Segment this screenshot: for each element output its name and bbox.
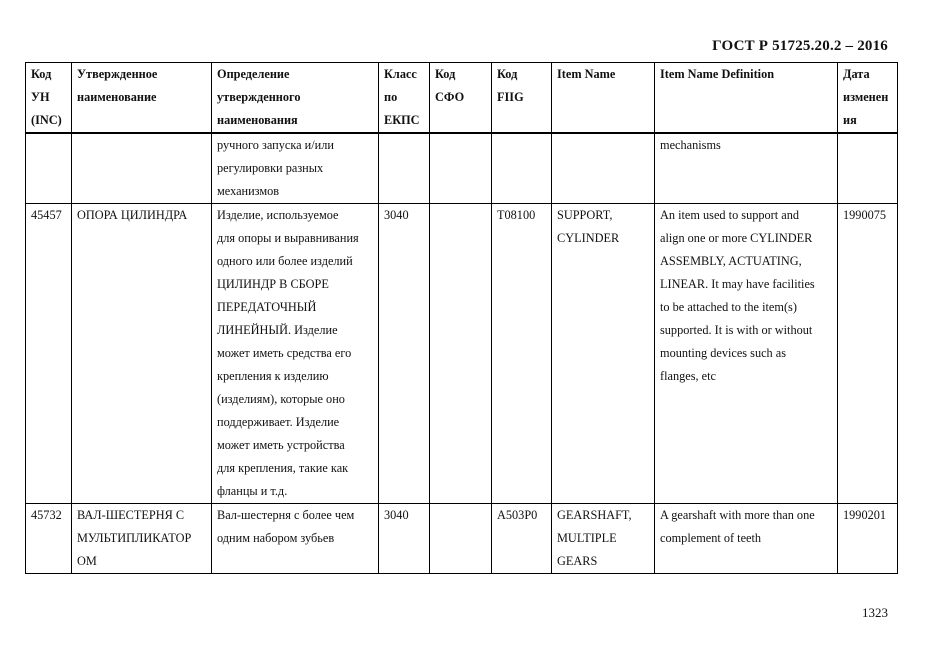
cell-text-line: GEARS bbox=[557, 554, 598, 568]
cell-approved-name bbox=[72, 204, 212, 504]
document-title: ГОСТ Р 51725.20.2 – 2016 bbox=[712, 38, 888, 54]
column-header bbox=[26, 63, 72, 134]
column-header bbox=[430, 63, 492, 134]
cell-text-line: 45732 bbox=[31, 508, 62, 522]
column-header-line: изменен bbox=[843, 90, 889, 104]
cell-text-line: to be attached to the item(s) bbox=[660, 300, 797, 314]
cell-item-definition bbox=[655, 504, 838, 574]
cell-class bbox=[379, 204, 430, 504]
column-header bbox=[72, 63, 212, 134]
column-header-line: Утвержденное bbox=[77, 67, 158, 81]
table-header-row bbox=[26, 63, 898, 134]
cell-text-line: 3040 bbox=[384, 508, 409, 522]
column-header-line: наименования bbox=[217, 113, 298, 127]
cell-text-line: одного или более изделий bbox=[217, 254, 353, 268]
cell-sfo bbox=[430, 133, 492, 204]
cell-text-line: SUPPORT, bbox=[557, 208, 613, 222]
cell-text-line: flanges, etc bbox=[660, 369, 716, 383]
cell-fiig bbox=[492, 133, 552, 204]
cell-text-line: An item used to support and bbox=[660, 208, 800, 222]
cell-text-line: крепления к изделию bbox=[217, 369, 329, 383]
column-header bbox=[655, 63, 838, 134]
cell-text-line: LINEAR. It may have facilities bbox=[660, 277, 815, 291]
cell-text-line: одним набором зубьев bbox=[217, 531, 335, 545]
cell-text-line: ВАЛ-ШЕСТЕРНЯ С bbox=[77, 508, 185, 522]
column-header bbox=[492, 63, 552, 134]
table-row bbox=[26, 204, 898, 504]
column-header-line: по bbox=[384, 90, 398, 104]
cell-text-line: для опоры и выравнивания bbox=[217, 231, 359, 245]
cell-fiig bbox=[492, 504, 552, 574]
cell-text-line: supported. It is with or without bbox=[660, 323, 813, 337]
column-header bbox=[212, 63, 379, 134]
cell-item-name bbox=[552, 133, 655, 204]
cell-text-line: фланцы и т.д. bbox=[217, 484, 288, 498]
cell-sfo bbox=[430, 504, 492, 574]
column-header-line: Определение bbox=[217, 67, 290, 81]
item-names-table bbox=[25, 62, 898, 574]
cell-text-line: A gearshaft with more than one bbox=[660, 508, 815, 522]
cell-inc bbox=[26, 204, 72, 504]
cell-item-definition bbox=[655, 204, 838, 504]
cell-text-line: ручного запуска и/или bbox=[217, 138, 334, 152]
cell-item-name bbox=[552, 204, 655, 504]
cell-text-line: регулировки разных bbox=[217, 161, 324, 175]
table-row bbox=[26, 133, 898, 204]
cell-date bbox=[838, 204, 898, 504]
cell-text-line: может иметь средства его bbox=[217, 346, 352, 360]
table-row bbox=[26, 504, 898, 574]
column-header-line: (INC) bbox=[31, 113, 62, 127]
cell-text-line: ПЕРЕДАТОЧНЫЙ bbox=[217, 300, 317, 314]
cell-text-line: ЛИНЕЙНЫЙ. Изделие bbox=[217, 323, 338, 337]
cell-text-line: align one or more CYLINDER bbox=[660, 231, 813, 245]
cell-fiig bbox=[492, 204, 552, 504]
cell-definition bbox=[212, 204, 379, 504]
cell-item-name bbox=[552, 504, 655, 574]
column-header-line: СФО bbox=[435, 90, 465, 104]
cell-text-line: 1990201 bbox=[843, 508, 887, 522]
cell-text-line: Вал-шестерня с более чем bbox=[217, 508, 355, 522]
column-header-line: Item Name Definition bbox=[660, 67, 775, 81]
cell-text-line: ОПОРА ЦИЛИНДРА bbox=[77, 208, 188, 222]
cell-text-line: для крепления, такие как bbox=[217, 461, 349, 475]
cell-text-line: механизмов bbox=[217, 184, 280, 198]
cell-text-line: (изделиям), которые оно bbox=[217, 392, 345, 406]
column-header-line: Код bbox=[31, 67, 52, 81]
column-header-line: наименование bbox=[77, 90, 157, 104]
column-header-line: ЕКПС bbox=[384, 113, 420, 127]
column-header-line: Item Name bbox=[557, 67, 616, 81]
cell-text-line: GEARSHAFT, bbox=[557, 508, 632, 522]
column-header-line: FIIG bbox=[497, 90, 524, 104]
cell-text-line: MULTIPLE bbox=[557, 531, 617, 545]
cell-text-line: CYLINDER bbox=[557, 231, 620, 245]
cell-class bbox=[379, 133, 430, 204]
column-header bbox=[838, 63, 898, 134]
column-header-line: ия bbox=[843, 113, 857, 127]
cell-class bbox=[379, 504, 430, 574]
table-body bbox=[26, 133, 898, 574]
column-header-line: Код bbox=[497, 67, 518, 81]
cell-text-line: Изделие, используемое bbox=[217, 208, 339, 222]
cell-text-line: поддерживает. Изделие bbox=[217, 415, 340, 429]
cell-text-line: может иметь устройства bbox=[217, 438, 345, 452]
cell-text-line: ASSEMBLY, ACTUATING, bbox=[660, 254, 802, 268]
cell-text-line: МУЛЬТИПЛИКАТОР bbox=[77, 531, 192, 545]
cell-text-line: 45457 bbox=[31, 208, 62, 222]
column-header bbox=[379, 63, 430, 134]
cell-approved-name bbox=[72, 133, 212, 204]
cell-inc bbox=[26, 133, 72, 204]
cell-text-line: mounting devices such as bbox=[660, 346, 787, 360]
page-number: 1323 bbox=[862, 605, 888, 620]
cell-text-line: A503P0 bbox=[497, 508, 538, 522]
column-header-line: утвержденного bbox=[217, 90, 301, 104]
cell-text-line: 1990075 bbox=[843, 208, 887, 222]
cell-sfo bbox=[430, 204, 492, 504]
cell-text-line: ЦИЛИНДР В СБОРЕ bbox=[217, 277, 329, 291]
cell-approved-name bbox=[72, 504, 212, 574]
cell-text-line: mechanisms bbox=[660, 138, 721, 152]
cell-definition bbox=[212, 504, 379, 574]
cell-text-line: ОМ bbox=[77, 554, 97, 568]
column-header bbox=[552, 63, 655, 134]
column-header-line: Код bbox=[435, 67, 456, 81]
cell-date bbox=[838, 133, 898, 204]
column-header-line: Дата bbox=[843, 67, 870, 81]
cell-text-line: T08100 bbox=[497, 208, 536, 222]
cell-text-line: complement of teeth bbox=[660, 531, 762, 545]
cell-text-line: 3040 bbox=[384, 208, 409, 222]
cell-inc bbox=[26, 504, 72, 574]
cell-date bbox=[838, 504, 898, 574]
column-header-line: Класс bbox=[384, 67, 417, 81]
column-header-line: УН bbox=[31, 90, 50, 104]
cell-item-definition bbox=[655, 133, 838, 204]
cell-definition bbox=[212, 133, 379, 204]
